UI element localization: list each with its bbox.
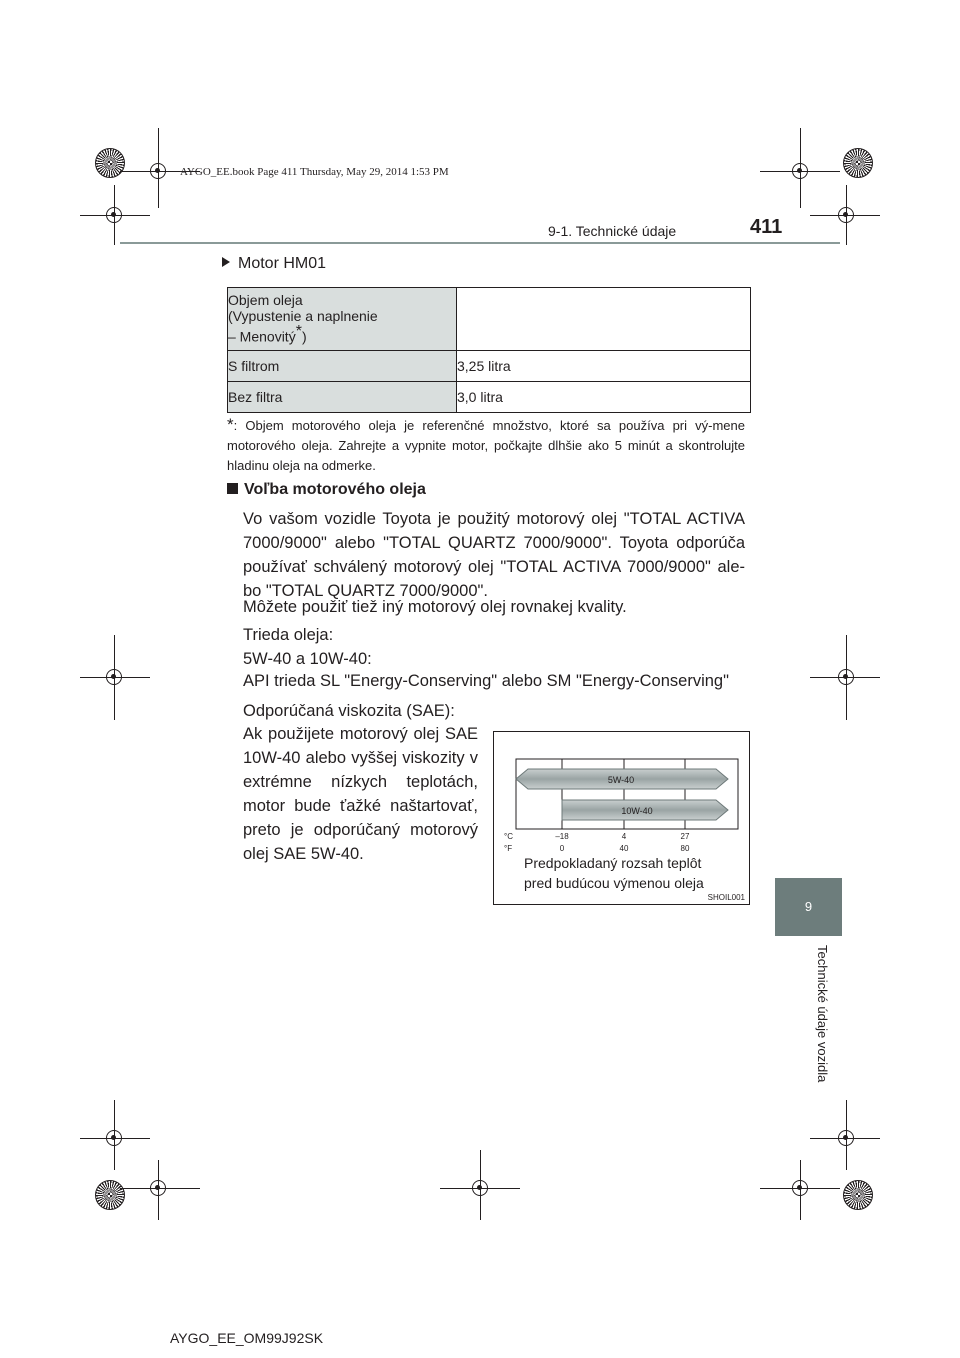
registration-starburst-icon: [95, 148, 125, 178]
header-line: – Menovitý*): [228, 323, 307, 345]
footnote-mark: *: [227, 415, 234, 434]
caption-line: Predpokladaný rozsah teplôt: [524, 855, 702, 871]
image-code: SHOIL001: [707, 893, 745, 902]
oil-grade-line2: API trieda SL "Energy-Conserving" alebo SM "Energy-Conserving": [243, 672, 729, 690]
motor-heading: [222, 255, 326, 273]
tick-label-celsius: –18: [555, 832, 569, 841]
tick-label-celsius: 4: [621, 832, 627, 841]
axis-fahrenheit-label: °F: [504, 844, 513, 853]
book-stamp: AYGO_EE.book Page 411 Thursday, May 29, 2014 1:53 PM: [180, 166, 449, 178]
chart-caption: [524, 853, 704, 893]
footnote: [227, 415, 745, 476]
tick-label-fahrenheit: 0: [559, 844, 565, 853]
row-value: 3,25 litra: [457, 351, 751, 382]
tick-label-fahrenheit: 80: [680, 844, 690, 853]
table-header-empty: [457, 288, 751, 351]
row-label: S filtrom: [228, 351, 457, 382]
footnote-text: : Objem motorového oleja je referenčné množstvo, ktoré sa používa pri vý-mene motorového oleja. Zahrejte a vypnite motor, počkajte dlhšie ako 5 minút a skontrolujte hladinu oleja na odmerke.: [227, 418, 745, 473]
registration-starburst-icon: [843, 1180, 873, 1210]
tick-label-celsius: 27: [680, 832, 690, 841]
footer-code: AYGO_EE_OM99J92SK: [170, 1330, 324, 1346]
paragraph-equivalent-oil: Môžete použiť tiež iný motorový olej rovnakej kvality.: [243, 598, 627, 616]
registration-starburst-icon: [95, 1180, 125, 1210]
header-line: Objem oleja: [228, 292, 303, 308]
chapter-tab[interactable]: 9: [775, 878, 842, 936]
chapter-title-vertical: Technické údaje vozidla: [815, 945, 830, 1083]
asterisk-mark: *: [295, 323, 302, 340]
section-heading: [227, 481, 426, 499]
tick-label-fahrenheit: 40: [619, 844, 629, 853]
row-label: Bez filtra: [228, 382, 457, 413]
viscosity-chart: [493, 731, 750, 905]
registration-starburst-icon: [843, 148, 873, 178]
section-title: 9-1. Technické údaje: [548, 223, 677, 239]
viscosity-paragraph: Ak použijete motorový olej SAE 10W-40 alebo vyššej viskozity v extrémne nízkych teplotách, motor bude ťažké naštartovať, preto je odporúčaný motorový olej SAE 5W-40.: [243, 725, 478, 863]
header-line: (Vypustenie a naplnenie: [228, 308, 378, 324]
triangle-bullet-icon: [222, 257, 230, 267]
table-header-cell: [228, 288, 457, 351]
table-row: [228, 351, 751, 382]
table-row: [228, 382, 751, 413]
caption-line: pred budúcou výmenou oleja: [524, 875, 704, 891]
section-heading-text: Voľba motorového oleja: [244, 481, 426, 498]
oil-capacity-table: [227, 287, 751, 413]
row-value: 3,0 litra: [457, 382, 751, 413]
header-rule: [120, 242, 840, 244]
viscosity-label: Odporúčaná viskozita (SAE):: [243, 702, 455, 720]
series-label: 5W-40: [607, 775, 635, 785]
oil-grade-label: Trieda oleja:: [243, 626, 334, 644]
page-number: 411: [750, 216, 783, 238]
table-header-row: [228, 288, 751, 351]
series-label: 10W-40: [621, 806, 653, 816]
oil-grade-line1: 5W-40 a 10W-40:: [243, 650, 372, 668]
motor-heading-text: Motor HM01: [238, 255, 327, 272]
paragraph-oil-brand: Vo vašom vozidle Toyota je použitý motorový olej "TOTAL ACTIVA 7000/9000" alebo "TOTAL QUARTZ 7000/9000". Toyota odporúča používať schválený motorový olej "TOTAL ACTIVA 7000/9000" ale-bo "TOTAL QUARTZ 7000/9000".: [243, 510, 745, 600]
square-bullet-icon: [227, 483, 238, 494]
axis-celsius-label: °C: [504, 832, 513, 841]
